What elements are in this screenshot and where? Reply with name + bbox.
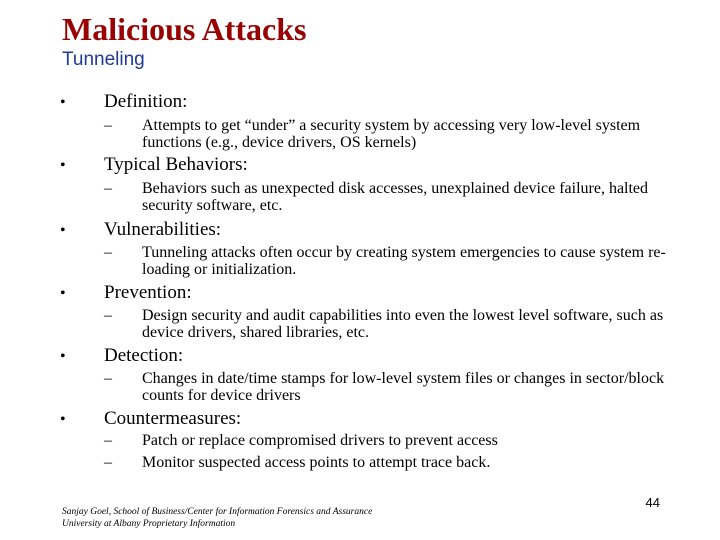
dash-icon: – <box>104 432 112 449</box>
footer-proprietary-line: University at Albany Proprietary Information <box>62 519 236 529</box>
sub-item-vulnerabilities: Tunneling attacks often occur by creating system emergencies to cause system re-loading or initialization. <box>142 244 666 278</box>
bullet-icon: • <box>60 285 66 302</box>
sub-item-definition: Attempts to get “under” a security system by accessing very low-level system functions (e.g., device drivers, OS kernels) <box>142 117 641 151</box>
dash-icon: – <box>104 117 112 134</box>
sub-item-prevention: Design security and audit capabilities into even the lowest level software, such as device drivers, shared libraries, etc. <box>142 307 664 341</box>
slide-title: Malicious Attacks <box>62 11 307 47</box>
heading-prevention: Prevention: <box>104 282 192 303</box>
bullet-icon: • <box>60 411 66 428</box>
heading-typical-behaviors: Typical Behaviors: <box>104 154 248 175</box>
slide-footer <box>62 506 372 530</box>
heading-detection: Detection: <box>104 345 184 366</box>
heading-vulnerabilities: Vulnerabilities: <box>104 219 222 240</box>
footer-author-line: Sanjay Goel, School of Business/Center for Information Forensics and Assurance <box>62 507 373 517</box>
page-number: 44 <box>645 495 660 510</box>
bullet-icon: • <box>60 157 66 174</box>
sub-item-countermeasures-1: Patch or replace compromised drivers to prevent access <box>142 432 498 449</box>
sub-item-countermeasures-2: Monitor suspected access points to attempt trace back. <box>142 454 491 471</box>
heading-definition: Definition: <box>104 91 188 112</box>
bullet-icon: • <box>60 348 66 365</box>
heading-countermeasures: Countermeasures: <box>104 408 242 429</box>
dash-icon: – <box>104 244 112 261</box>
sub-item-typical-behaviors: Behaviors such as unexpected disk accesses, unexplained device failure, halted security software, etc. <box>142 180 649 214</box>
slide-subtitle: Tunneling <box>62 49 145 70</box>
dash-icon: – <box>104 180 112 197</box>
dash-icon: – <box>104 454 112 471</box>
sub-item-detection: Changes in date/time stamps for low-level system files or changes in sector/block counts for device drivers <box>142 370 665 404</box>
dash-icon: – <box>104 307 112 324</box>
bullet-icon: • <box>60 94 66 111</box>
dash-icon: – <box>104 370 112 387</box>
bullet-icon: • <box>60 222 66 239</box>
